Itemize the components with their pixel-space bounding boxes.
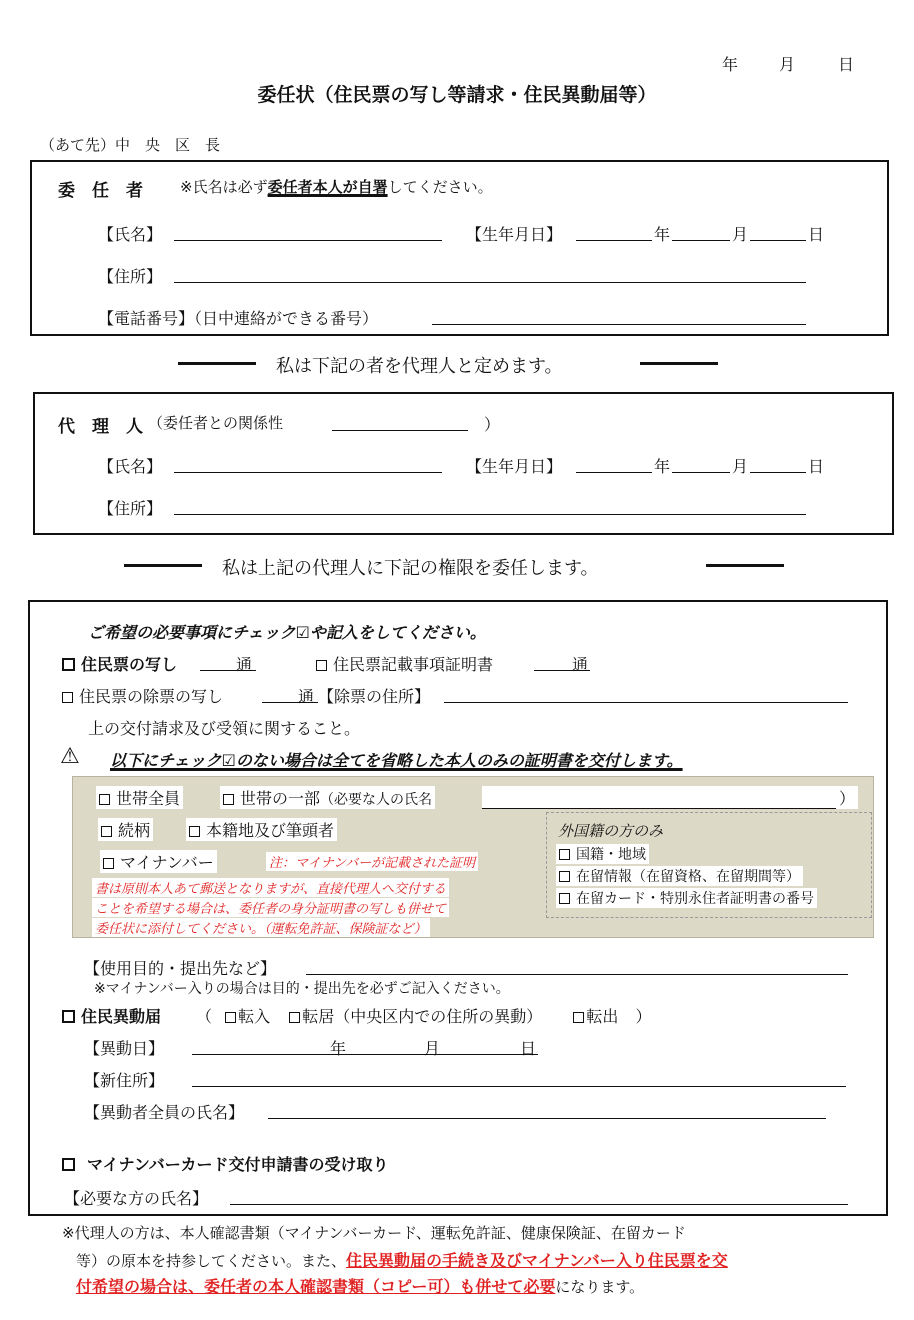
- agent-dob-label: 【生年月日】: [466, 457, 563, 476]
- tennyu-checkbox[interactable]: [225, 1012, 236, 1023]
- kisai-tsu: 通: [572, 655, 589, 674]
- options-instruction: ご希望の必要事項にチェック☑や記入をしてください。: [88, 623, 486, 642]
- agent-address-label: 【住所】: [98, 499, 163, 518]
- agent-dob-year: 年: [654, 457, 671, 476]
- setai-part-close: ）: [836, 786, 858, 809]
- agent-name-field[interactable]: [174, 472, 442, 473]
- principal-name-field[interactable]: [174, 240, 442, 241]
- principal-dob-day-field[interactable]: [750, 240, 806, 241]
- mynumber-row: [100, 850, 217, 873]
- kisai-label: 住民票記載事項証明書: [333, 655, 494, 674]
- idou-options: [196, 1004, 651, 1027]
- agent-dob-month: 月: [732, 457, 749, 476]
- kisai-checkbox[interactable]: [316, 660, 327, 671]
- foreign2-row: [556, 866, 803, 886]
- honseki-checkbox[interactable]: [189, 826, 200, 837]
- purpose-field[interactable]: [306, 974, 848, 975]
- statement2: 私は上記の代理人に下記の権限を委任します。: [222, 558, 599, 579]
- principal-phone-field[interactable]: [432, 324, 806, 325]
- setai-part-field[interactable]: [482, 786, 840, 809]
- foreign1-row: [556, 844, 649, 864]
- principal-address-label: 【住所】: [98, 267, 163, 286]
- principal-note-pre: ※氏名は必ず: [180, 178, 268, 196]
- principal-dob-label: 【生年月日】: [466, 225, 563, 244]
- honseki-label: 本籍地及び筆頭者: [206, 821, 335, 840]
- agent-dob-day: 日: [808, 457, 825, 476]
- tennyu-label: 転入: [238, 1007, 271, 1026]
- idou-checkbox[interactable]: [62, 1010, 75, 1023]
- setai-all-label: 世帯全員: [116, 789, 181, 808]
- idou-close: ）: [635, 1007, 652, 1026]
- statement1-rule-left: [178, 362, 256, 365]
- footer-line3: [76, 1274, 644, 1297]
- foreign3-row: [556, 888, 817, 908]
- addressee: （あて先）中 央 区 長: [40, 136, 221, 154]
- principal-note-post: してください。: [387, 178, 493, 196]
- idou-row: [62, 1004, 161, 1027]
- setai-part-row: [220, 786, 435, 809]
- idou-date-field[interactable]: [192, 1054, 538, 1055]
- foreign3-checkbox[interactable]: [559, 893, 570, 904]
- idou-date-month: 月: [424, 1039, 441, 1058]
- zokugara-checkbox[interactable]: [101, 826, 112, 837]
- idou-date-day: 日: [520, 1039, 537, 1058]
- statement2-rule-left: [124, 564, 202, 567]
- tenshutsu-label: 転出: [586, 1007, 619, 1026]
- principal-name-label: 【氏名】: [98, 225, 163, 244]
- kisai-row: [316, 652, 493, 675]
- agent-name-label: 【氏名】: [98, 457, 163, 476]
- principal-dob-day: 日: [808, 225, 825, 244]
- honseki-row: [186, 818, 337, 841]
- foreign1-checkbox[interactable]: [559, 849, 570, 860]
- mynumber-note-3: ことを希望する場合は、委任者の身分証明書の写しも併せて: [92, 898, 449, 917]
- purpose-label: 【使用目的・提出先など】: [84, 959, 277, 978]
- foreign-heading: 外国籍の方のみ: [558, 822, 664, 840]
- footer-line2: [76, 1248, 728, 1271]
- warning-icon: ⚠: [60, 744, 80, 769]
- footer-line2-red: 住民異動届の手続き及びマイナンバー入り住民票を交: [346, 1251, 728, 1270]
- statement1: 私は下記の者を代理人と定めます。: [276, 356, 563, 377]
- principal-phone-label: 【電話番号】（日中連絡ができる番号）: [98, 309, 379, 328]
- idou-date-label: 【異動日】: [84, 1039, 165, 1058]
- request-text: 上の交付請求及び受領に関すること。: [88, 719, 361, 738]
- tenshutsu-checkbox[interactable]: [573, 1012, 584, 1023]
- setai-all-row: [96, 786, 183, 809]
- agent-heading: 代 理 人: [58, 417, 143, 437]
- idou-label: 住民異動届: [81, 1007, 162, 1026]
- principal-address-field[interactable]: [174, 282, 806, 283]
- idou-names-label: 【異動者全員の氏名】: [84, 1103, 245, 1122]
- new-addr-field[interactable]: [192, 1086, 846, 1087]
- date-month: 月: [779, 55, 796, 74]
- mnc-label: マイナンバーカード交付申請書の受け取り: [87, 1155, 389, 1174]
- idou-open: （: [196, 1007, 213, 1026]
- tenkyo-checkbox[interactable]: [289, 1012, 300, 1023]
- mnc-row: [62, 1152, 388, 1175]
- principal-note-bold: 委任者本人が自署: [267, 178, 388, 196]
- agent-relation-field[interactable]: [332, 430, 468, 431]
- foreign2-label: 在留情報（在留資格、在留期間等）: [576, 869, 800, 885]
- statement2-rule-right: [706, 564, 784, 567]
- foreign2-checkbox[interactable]: [559, 871, 570, 882]
- mnc-name-label: 【必要な方の氏名】: [64, 1189, 209, 1208]
- footer-line3-post: になります。: [555, 1278, 645, 1296]
- tenkyo-label: 転居（中央区内での住所の異動）: [302, 1007, 543, 1026]
- agent-relation-close: ）: [484, 415, 501, 434]
- foreign1-label: 国籍・地域: [576, 847, 646, 863]
- juminhyo-label: 住民票の写し: [81, 655, 178, 674]
- agent-dob-year-field[interactable]: [576, 472, 652, 473]
- joshu-tsu: 通: [298, 687, 315, 706]
- mynumber-note-2: 書は原則本人あて郵送となりますが、直接代理人へ交付する: [92, 878, 449, 897]
- mynumber-checkbox[interactable]: [103, 858, 114, 869]
- joshu-addr-field[interactable]: [444, 702, 848, 703]
- joshu-row: [62, 684, 223, 707]
- principal-dob-month: 月: [732, 225, 749, 244]
- zokugara-label: 続柄: [118, 821, 151, 840]
- setai-all-checkbox[interactable]: [99, 794, 110, 805]
- warning-text: 以下にチェック☑のない場合は全てを省略した本人のみの証明書を交付します。: [110, 751, 683, 770]
- foreign3-label: 在留カード・特別永住者証明書の番号: [576, 891, 814, 907]
- agent-relation-label: （委任者との関係性: [148, 414, 284, 432]
- agent-dob-month-field[interactable]: [672, 472, 730, 473]
- zokugara-row: [98, 818, 153, 841]
- principal-dob-year: 年: [654, 225, 671, 244]
- idou-date-year: 年: [330, 1039, 347, 1058]
- joshu-addr-label: 【除票の住所】: [318, 687, 431, 706]
- juminhyo-checkbox[interactable]: [62, 658, 75, 671]
- mnc-checkbox[interactable]: [62, 1158, 75, 1171]
- statement1-rule-right: [640, 362, 718, 365]
- setai-part-label: 世帯の一部: [240, 789, 321, 808]
- mynumber-note-4: 委任状に添付してください。（運転免許証、保険証など）: [92, 918, 430, 937]
- joshu-checkbox[interactable]: [62, 692, 73, 703]
- setai-part-note: （必要な人の氏名: [320, 792, 433, 808]
- date-day: 日: [838, 55, 855, 74]
- juminhyo-tsu: 通: [236, 655, 253, 674]
- mynumber-note-1: 注：マイナンバーが記載された証明: [266, 852, 478, 871]
- purpose-note: ※マイナンバー入りの場合は目的・提出先を必ずご記入ください。: [94, 981, 510, 997]
- footer-line3-red: 付希望の場合は、委任者の本人確認書類（コピー可）も併せて必要: [76, 1277, 556, 1296]
- new-addr-label: 【新住所】: [84, 1071, 165, 1090]
- principal-dob-year-field[interactable]: [576, 240, 652, 241]
- principal-heading: 委 任 者: [58, 181, 143, 201]
- footer-line1: ※代理人の方は、本人確認書類（マイナンバーカード、運転免許証、健康保険証、在留カード: [62, 1224, 686, 1242]
- idou-names-field[interactable]: [268, 1118, 826, 1119]
- agent-address-field[interactable]: [174, 514, 806, 515]
- joshu-label: 住民票の除票の写し: [79, 687, 224, 706]
- juminhyo-row: [62, 652, 177, 675]
- agent-dob-day-field[interactable]: [750, 472, 806, 473]
- date-year: 年: [722, 55, 739, 74]
- setai-part-checkbox[interactable]: [223, 794, 234, 805]
- principal-note: [180, 176, 493, 197]
- page-title: 委任状（住民票の写し等請求・住民異動届等）: [257, 84, 657, 106]
- footer-line2-pre: 等）の原本を持参してください。また、: [76, 1252, 347, 1270]
- mynumber-label: マイナンバー: [120, 853, 214, 872]
- principal-dob-month-field[interactable]: [672, 240, 730, 241]
- mnc-name-field[interactable]: [230, 1204, 848, 1205]
